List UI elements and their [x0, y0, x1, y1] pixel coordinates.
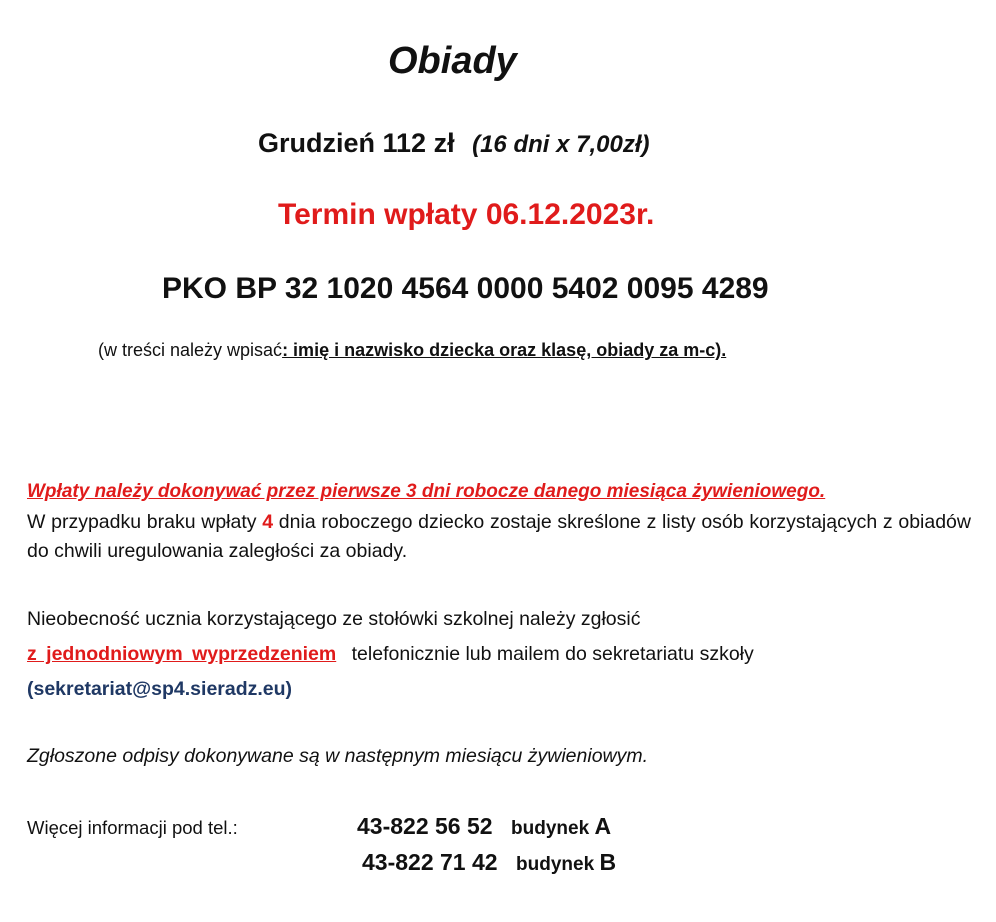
advance-notice: z jednodniowym wyprzedzeniem — [27, 643, 337, 665]
bank-account: PKO BP 32 1020 4564 0000 5402 0095 4289 — [162, 272, 769, 305]
paragraph-text-after: dnia roboczego dziecko zostaje skreślone z listy osób korzystających z obiadów do chwili uregulowania zaległości za obiady. — [27, 511, 971, 562]
building-label — [511, 813, 612, 839]
price-calculation: (16 dni x 7,00zł) — [472, 131, 650, 158]
note-prefix: (w treści należy wpisać — [98, 340, 283, 360]
building-letter: A — [594, 813, 612, 839]
payment-deadline: Termin wpłaty 06.12.2023r. — [278, 198, 655, 231]
page-title: Obiady — [388, 40, 517, 82]
absence-line-2 — [27, 643, 754, 666]
phone-line-building-a — [357, 813, 611, 840]
price-line — [258, 128, 650, 159]
note-required-content: : imię i nazwisko dziecka oraz klasę, obiady za m-c). — [282, 340, 727, 360]
building-label — [516, 849, 617, 875]
absence-contact-method: telefonicznie lub mailem do sekretariatu szkoły — [351, 643, 754, 665]
phone-number: 43-822 56 52 — [357, 813, 493, 839]
refund-info: Zgłoszone odpisy dokonywane są w następnym miesiącu żywieniowym. — [27, 745, 649, 767]
transfer-title-note — [98, 340, 726, 361]
phone-line-building-b — [362, 849, 616, 876]
building-letter: B — [599, 849, 617, 875]
paragraph-day-number: 4 — [262, 511, 274, 533]
contact-label: Więcej informacji pod tel.: — [27, 817, 238, 838]
paragraph-text-before: W przypadku braku wpłaty — [27, 511, 263, 533]
monthly-price: Grudzień 112 zł — [258, 128, 455, 158]
building-word: budynek — [511, 818, 590, 839]
payment-warning: Wpłaty należy dokonywać przez pierwsze 3 dni robocze danego miesiąca żywieniowego. — [27, 481, 826, 502]
absence-line-1: Nieobecność ucznia korzystającego ze stołówki szkolnej należy zgłosić — [27, 608, 641, 630]
phone-number: 43-822 71 42 — [362, 849, 498, 875]
school-email: (sekretariat@sp4.sieradz.eu) — [27, 678, 293, 700]
building-word: budynek — [516, 854, 595, 875]
removal-paragraph — [27, 508, 971, 566]
